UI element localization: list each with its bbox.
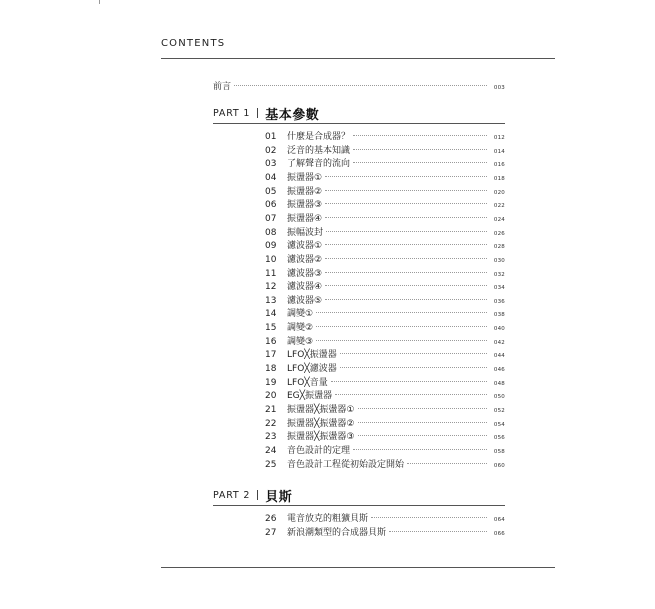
toc-entry-number: 18 bbox=[265, 364, 277, 375]
toc-entry-title: 調變② bbox=[287, 323, 314, 334]
toc-entry-title: LFO╳濾波器 bbox=[287, 364, 337, 375]
leader-dots bbox=[358, 408, 488, 409]
toc-entry-number: 23 bbox=[265, 432, 277, 443]
toc-entry-title: 濾波器② bbox=[287, 254, 323, 265]
part-title: 貝斯 bbox=[265, 489, 293, 505]
toc-entry-number: 13 bbox=[265, 295, 277, 306]
toc-entry-page: 064 bbox=[493, 517, 505, 523]
leader-dots bbox=[326, 231, 487, 232]
toc-entry-number: 22 bbox=[265, 418, 277, 429]
toc-entry-title: 濾波器⑤ bbox=[287, 295, 323, 306]
toc-entry[interactable] bbox=[265, 459, 505, 472]
toc-entry[interactable] bbox=[265, 390, 505, 403]
contents-heading: CONTENTS bbox=[161, 38, 226, 49]
leader-dots bbox=[358, 435, 488, 436]
toc-entry-number: 09 bbox=[265, 241, 277, 252]
toc-entry[interactable] bbox=[265, 377, 505, 390]
leader-dots bbox=[353, 149, 487, 150]
leader-dots bbox=[407, 463, 487, 464]
leader-dots bbox=[358, 422, 488, 423]
toc-entry-page: 046 bbox=[493, 367, 505, 374]
toc-entry-number: 17 bbox=[265, 350, 277, 361]
toc-entry-number: 20 bbox=[265, 391, 277, 402]
toc-entry-title: 新浪潮類型的合成器貝斯 bbox=[287, 527, 387, 538]
toc-entry-title: EG╳振盪器 bbox=[287, 391, 333, 402]
part-rule bbox=[213, 123, 505, 124]
crop-mark bbox=[99, 0, 100, 4]
toc-entry-number: 05 bbox=[265, 186, 277, 197]
header-rule bbox=[161, 58, 555, 59]
part-rule bbox=[213, 505, 505, 506]
toc-entry-number: 07 bbox=[265, 213, 277, 224]
toc-entry-page: 048 bbox=[493, 380, 505, 387]
toc-entry-number: 26 bbox=[265, 514, 277, 524]
toc-entry-number: 16 bbox=[265, 336, 277, 347]
toc-entry-title: 濾波器① bbox=[287, 241, 323, 252]
toc-entry-title: 濾波器③ bbox=[287, 268, 323, 279]
toc-entry-number: 14 bbox=[265, 309, 277, 320]
toc-entry-number: 08 bbox=[265, 227, 277, 238]
toc-entry-page: 038 bbox=[493, 312, 505, 319]
toc-entry-title: 振盪器① bbox=[287, 172, 323, 183]
toc-entry[interactable] bbox=[265, 145, 505, 158]
leader-dots bbox=[325, 176, 487, 177]
leader-dots bbox=[340, 353, 487, 354]
toc-entry-title: 振盪器╳振盪器② bbox=[287, 418, 355, 429]
toc-entry[interactable] bbox=[265, 322, 505, 335]
toc-entry[interactable] bbox=[265, 308, 505, 321]
toc-entry-page: 028 bbox=[493, 244, 505, 251]
part-label: PART 1 bbox=[213, 107, 251, 119]
part-label: PART 2 bbox=[213, 489, 251, 501]
toc-entry-page: 036 bbox=[493, 298, 505, 305]
toc-entry-title: 振盪器④ bbox=[287, 213, 323, 224]
leader-dots bbox=[325, 285, 487, 286]
leader-dots bbox=[325, 272, 487, 273]
leader-dots bbox=[340, 367, 487, 368]
toc-entry[interactable] bbox=[265, 349, 505, 362]
toc-entry-page: 066 bbox=[493, 530, 505, 537]
toc-entry-title: 振盪器③ bbox=[287, 200, 323, 211]
toc-entry[interactable] bbox=[265, 227, 505, 240]
toc-entry-number: 25 bbox=[265, 459, 277, 470]
leader-dots bbox=[316, 340, 487, 341]
toc-entry-title: 振盪器② bbox=[287, 186, 323, 197]
toc-entry-title: 音色設計工程從初始設定開始 bbox=[287, 459, 405, 470]
toc-entry-page: 020 bbox=[493, 189, 505, 196]
toc-entry-page: 018 bbox=[493, 175, 505, 182]
toc-entry-title: 濾波器④ bbox=[287, 282, 323, 293]
toc-entry-title: 調變③ bbox=[287, 336, 314, 347]
toc-entry-title: 調變① bbox=[287, 309, 314, 320]
toc-entry-page: 056 bbox=[493, 435, 505, 442]
toc-entry-page: 026 bbox=[493, 230, 505, 237]
toc-entry[interactable] bbox=[265, 418, 505, 431]
toc-entry[interactable] bbox=[265, 336, 505, 349]
toc-entry-page: 050 bbox=[493, 394, 505, 401]
toc-entry-number: 01 bbox=[265, 132, 277, 142]
toc-entry[interactable] bbox=[265, 363, 505, 376]
leader-dots bbox=[316, 312, 487, 313]
part-heading bbox=[213, 485, 292, 505]
leader-dots bbox=[353, 162, 487, 163]
toc-entry[interactable] bbox=[265, 281, 505, 294]
toc-entry-number: 02 bbox=[265, 145, 277, 156]
toc-entry-number: 03 bbox=[265, 159, 277, 170]
footer-rule bbox=[161, 567, 555, 568]
toc-entry[interactable] bbox=[265, 186, 505, 199]
toc-entry-page: 003 bbox=[493, 85, 505, 91]
toc-entry-number: 10 bbox=[265, 254, 277, 265]
toc-entry-page: 032 bbox=[493, 271, 505, 278]
toc-entry[interactable] bbox=[265, 240, 505, 253]
toc-entry-title: 泛音的基本知識 bbox=[287, 145, 351, 156]
toc-entry[interactable] bbox=[265, 445, 505, 458]
toc-entry-number: 12 bbox=[265, 282, 277, 293]
part-title: 基本參數 bbox=[265, 107, 320, 123]
toc-entry-number: 11 bbox=[265, 268, 277, 279]
toc-entry-title: 振幅波封 bbox=[287, 227, 324, 238]
toc-entry-page: 052 bbox=[493, 408, 505, 414]
toc-entry-page: 024 bbox=[493, 216, 505, 223]
toc-entry-page: 022 bbox=[493, 203, 505, 210]
toc-entry-number: 27 bbox=[265, 527, 277, 538]
toc-entry-title: 了解聲音的流向 bbox=[287, 159, 351, 170]
leader-dots bbox=[234, 85, 487, 86]
toc-entry[interactable] bbox=[265, 213, 505, 226]
toc-entry[interactable] bbox=[265, 404, 505, 417]
toc-entry-number: 21 bbox=[265, 405, 277, 415]
toc-entry-page: 014 bbox=[493, 148, 505, 155]
toc-entry[interactable] bbox=[265, 295, 505, 308]
toc-entry-page: 054 bbox=[493, 421, 505, 428]
leader-dots bbox=[325, 217, 487, 218]
part-heading bbox=[213, 103, 319, 123]
leader-dots bbox=[325, 203, 487, 204]
toc-entry-page: 044 bbox=[493, 353, 505, 360]
leader-dots bbox=[325, 244, 487, 245]
toc-entry-page: 016 bbox=[493, 162, 505, 169]
toc-entry-preface[interactable] bbox=[213, 81, 505, 94]
toc-entry[interactable] bbox=[265, 158, 505, 171]
toc-entry-title: LFO╳振盪器 bbox=[287, 350, 337, 361]
leader-dots bbox=[371, 517, 487, 518]
toc-entry-number: 24 bbox=[265, 445, 277, 456]
toc-entry[interactable] bbox=[265, 172, 505, 185]
toc-entry-title: 音色設計的定理 bbox=[287, 445, 351, 456]
leader-dots bbox=[353, 135, 487, 136]
toc-entry-title: 振盪器╳振盪器① bbox=[287, 405, 355, 415]
toc-entry-page: 012 bbox=[493, 135, 505, 141]
toc-entry[interactable] bbox=[265, 131, 505, 144]
leader-dots bbox=[335, 394, 487, 395]
toc-entry[interactable] bbox=[265, 513, 505, 526]
toc-entry[interactable] bbox=[265, 199, 505, 212]
leader-dots bbox=[389, 531, 487, 532]
leader-dots bbox=[325, 190, 487, 191]
leader-dots bbox=[353, 449, 487, 450]
toc-entry[interactable] bbox=[265, 268, 505, 281]
leader-dots bbox=[331, 381, 487, 382]
toc-entry-page: 058 bbox=[493, 448, 505, 455]
toc-entry-title: 振盪器╳振盪器③ bbox=[287, 432, 355, 443]
toc-entry-number: 15 bbox=[265, 323, 277, 334]
part-separator bbox=[257, 490, 258, 500]
toc-entry[interactable] bbox=[265, 527, 505, 540]
toc-entry[interactable] bbox=[265, 431, 505, 444]
toc-entry-number: 19 bbox=[265, 377, 277, 388]
toc-entry-page: 034 bbox=[493, 285, 505, 292]
toc-entry-title: 前言 bbox=[213, 82, 232, 92]
leader-dots bbox=[325, 258, 487, 259]
toc-entry-page: 060 bbox=[493, 462, 505, 469]
leader-dots bbox=[325, 299, 487, 300]
toc-entry-title: LFO╳音量 bbox=[287, 377, 328, 388]
leader-dots bbox=[316, 326, 487, 327]
toc-entry[interactable] bbox=[265, 254, 505, 267]
toc-entry-number: 04 bbox=[265, 172, 277, 183]
part-separator bbox=[257, 108, 258, 118]
toc-entry-title: 電音放克的粗獷貝斯 bbox=[287, 514, 369, 524]
toc-entry-page: 040 bbox=[493, 326, 505, 333]
toc-entry-page: 042 bbox=[493, 339, 505, 346]
toc-entry-number: 06 bbox=[265, 200, 277, 211]
toc-entry-page: 030 bbox=[493, 257, 505, 264]
toc-entry-title: 什麼是合成器？ bbox=[287, 132, 351, 142]
